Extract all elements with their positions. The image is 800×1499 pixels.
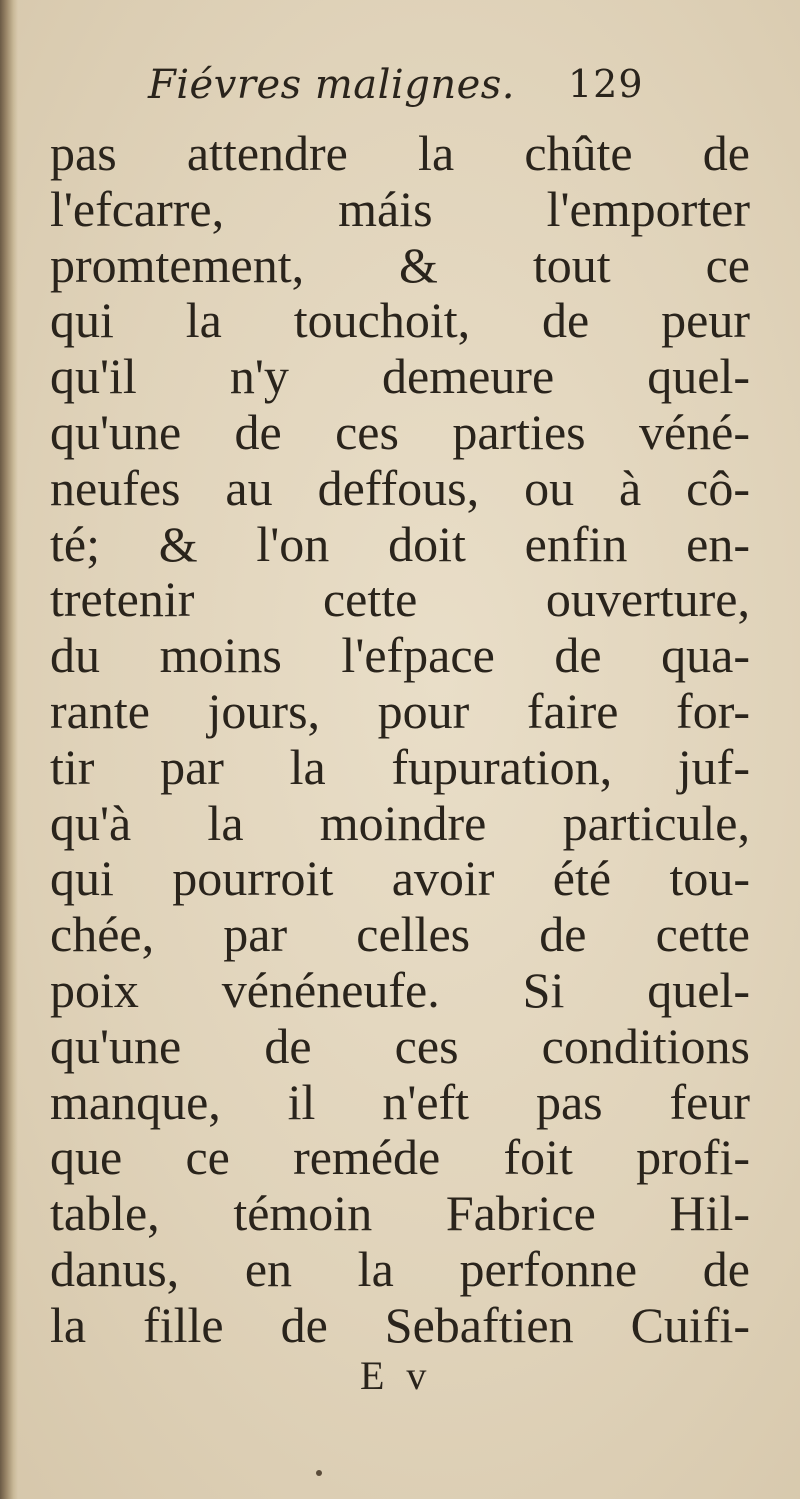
- text-line-17: qu'une de ces conditions: [50, 1017, 750, 1074]
- text-line-20: table, témoin Fabrice Hil-: [50, 1185, 750, 1242]
- running-title: Fiévres malignes.: [148, 62, 515, 108]
- text-line-8: té; & l'on doit enfin en-: [50, 515, 750, 572]
- text-line-12: tir par la fupuration, juf-: [50, 738, 750, 795]
- text-line-22: la fille de Sebaftien Cuifi-: [50, 1296, 750, 1353]
- text-line-16: poix vénéneufe. Si quel-: [50, 961, 750, 1018]
- page-header: [148, 62, 668, 122]
- page-gutter-shadow: [0, 0, 18, 1499]
- text-line-7: neufes au deffous, ou à cô-: [50, 459, 750, 516]
- text-line-14: qui pourroit avoir été tou-: [50, 850, 750, 907]
- text-line-6: qu'une de ces parties véné-: [50, 403, 750, 460]
- text-line-11: rante jours, pour faire for-: [50, 682, 750, 739]
- text-line-3: promtement, & tout ce: [50, 236, 750, 293]
- text-line-9: tretenir cette ouverture,: [50, 571, 750, 628]
- text-line-2: l'efcarre, máis l'emporter: [50, 180, 750, 237]
- ink-speck: [316, 1470, 322, 1476]
- text-line-1: pas attendre la chûte de: [50, 125, 750, 181]
- text-line-10: du moins l'efpace de qua-: [50, 627, 750, 684]
- body-text: [50, 126, 750, 1354]
- signature-mark: E v: [360, 1353, 433, 1398]
- text-line-5: qu'il n'y demeure quel-: [50, 348, 750, 405]
- text-line-4: qui la touchoit, de peur: [50, 292, 750, 349]
- text-line-21: danus, en la perfonne de: [50, 1240, 750, 1297]
- text-line-13: qu'à la moindre particule,: [50, 794, 750, 851]
- text-line-18: manque, il n'eft pas feur: [50, 1073, 750, 1130]
- page-number: 129: [568, 62, 644, 106]
- text-line-15: chée, par celles de cette: [50, 906, 750, 963]
- text-line-19: que ce reméde foit profi-: [50, 1129, 750, 1186]
